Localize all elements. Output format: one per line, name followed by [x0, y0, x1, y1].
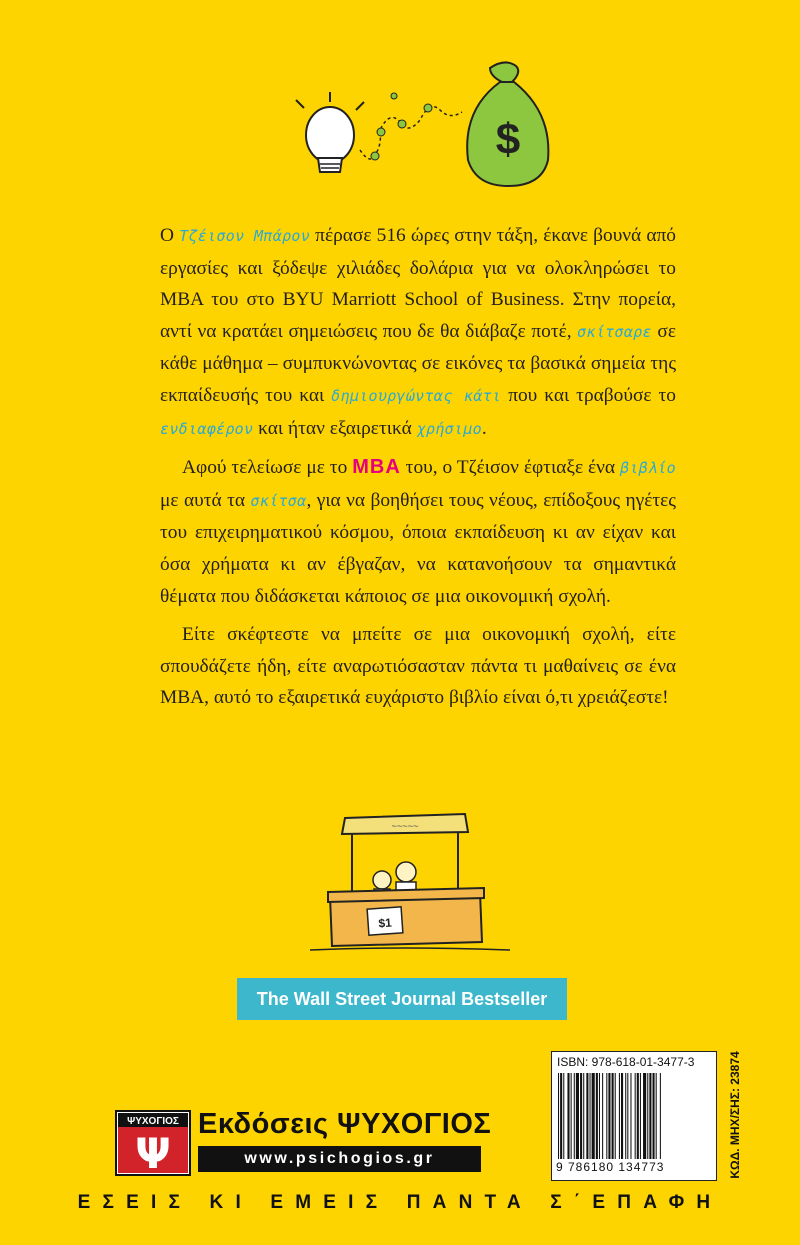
text-run: Αφού τελείωσε με το — [182, 457, 353, 479]
handwritten-author-name: Τζέισον Μπάρον — [179, 227, 311, 245]
barcode-bar — [596, 1073, 598, 1159]
barcode-bar — [643, 1073, 646, 1159]
barcode-bar — [580, 1073, 582, 1159]
barcode-bar — [583, 1073, 584, 1159]
barcode-bar — [640, 1073, 641, 1159]
lightbulb-icon — [296, 92, 364, 172]
barcode-bar — [576, 1073, 579, 1159]
psi-symbol-icon: Ψ — [135, 1129, 171, 1176]
money-bag-icon — [467, 62, 548, 186]
barcode-bar — [630, 1073, 631, 1159]
barcode-bar — [606, 1073, 607, 1159]
text-run: σε κάθε μάθημα – συμπυκνώνοντας σε εικόνες τα βασικά σημεία της εκπαίδευσής του και — [160, 320, 676, 406]
price-label: $1 — [377, 915, 393, 931]
logo-text: ΨΥΧΟΓΙΟΣ — [127, 1116, 179, 1127]
blurb-paragraph-2 — [160, 452, 676, 612]
text-run: με αυτά τα — [160, 489, 251, 511]
product-code-vertical — [720, 1050, 750, 1180]
barcode-bar — [599, 1073, 600, 1159]
barcode-bar — [625, 1073, 626, 1159]
text-run: και ήταν εξαιρετικά — [253, 417, 417, 439]
svg-text:~~~~~: ~~~~~ — [391, 822, 419, 832]
text-run: Ο — [160, 225, 180, 246]
barcode-bar — [602, 1073, 603, 1159]
text-run: . — [481, 417, 487, 439]
product-code: ΚΩΔ. ΜΗΧ/ΣΗΣ: 23874 — [728, 1051, 742, 1179]
mba-highlight: MBA — [352, 456, 401, 479]
barcode-bar — [619, 1073, 620, 1159]
stand-illustration — [290, 800, 520, 960]
barcode-icon — [556, 1073, 712, 1159]
barcode-bar — [608, 1073, 610, 1159]
barcode-bar — [627, 1073, 628, 1159]
barcode-bar — [635, 1073, 636, 1159]
text-run: που και τραβούσε το — [501, 384, 676, 406]
top-illustration — [290, 50, 560, 200]
barcode-bar — [621, 1073, 623, 1159]
barcode-bar — [637, 1073, 639, 1159]
handwritten-word: χρήσιμο — [416, 419, 482, 438]
money-bag-symbol: $ — [495, 115, 521, 164]
barcode-bar — [574, 1073, 575, 1159]
barcode-bar — [656, 1073, 657, 1159]
blurb-paragraph-3: Είτε σκέφτεστε να μπείτε σε μια οικονομική σχολή, είτε σπουδάζετε ήδη, είτε αναρωτιόσασταν πάντα τι μαθαίνεις σε ένα MBA, αυτό το εξαιρετικά ευχάριστο βιβλίο είναι ό,τι χρειάζεστε! — [160, 624, 676, 709]
barcode-bar — [560, 1073, 562, 1159]
barcode-bar — [563, 1073, 564, 1159]
barcode-bar — [647, 1073, 648, 1159]
handwritten-word: σκίτσαρε — [577, 322, 652, 341]
publisher-logo — [115, 1110, 191, 1176]
blurb-paragraph-1 — [160, 220, 676, 445]
back-cover-blurb — [160, 220, 676, 714]
barcode-bar — [592, 1073, 595, 1159]
isbn-label: ISBN: 978-618-01-3477-3 — [557, 1055, 695, 1069]
handwritten-word: ενδιαφέρον — [160, 419, 254, 438]
barcode-bar — [558, 1073, 559, 1159]
publisher-url[interactable]: www.psichogios.gr — [198, 1146, 481, 1172]
barcode-bar — [653, 1073, 655, 1159]
dotted-path — [360, 107, 462, 159]
text-run: πέρασε 516 ώρες στην τάξη, έκανε βουνά από εργασίες και ξόδεψε χιλιάδες δολάρια για να ολοκληρώσει το MBA του στο BYU Marriott School of Business. Στην πορεία, αντί να κρατάει σημειώσεις που δε θα διάβαζε ποτέ, — [160, 225, 676, 342]
publisher-name: Εκδόσεις ΨΥΧΟΓΙΟΣ — [198, 1108, 492, 1140]
text-run: του, ο Τζέισον έφτιαξε ένα — [400, 457, 621, 479]
bestseller-banner: The Wall Street Journal Bestseller — [237, 978, 567, 1020]
handwritten-phrase: δημιουργώντας κάτι — [331, 386, 502, 405]
text-run: , για να βοηθήσει τους νέους, επίδοξους ηγέτες του επιχειρηματικού κόσμου, όποια εκπαίδευση κι αν είχαν και όσα χρήματα κι αν έβγαζαν, να κατανοήσουν τα σημαντικά θέματα που διδάσκεται κάποιος σε μια οικονομική σχολή. — [160, 489, 676, 607]
barcode-bar — [567, 1073, 569, 1159]
barcode-bar — [571, 1073, 572, 1159]
handwritten-word: σκίτσα — [250, 491, 307, 510]
handwritten-word: βιβλίο — [620, 459, 677, 478]
barcode-bar — [660, 1073, 661, 1159]
money-dots — [371, 93, 432, 160]
publisher-tagline: ΕΣΕΙΣ ΚΙ ΕΜΕΙΣ ΠΑΝΤΑ Σ΄ΕΠΑΦΗ — [77, 1192, 723, 1213]
barcode-bar — [612, 1073, 614, 1159]
barcode-bar — [649, 1073, 651, 1159]
barcode-bar — [586, 1073, 588, 1159]
barcode-bar — [590, 1073, 591, 1159]
barcode-bar — [615, 1073, 616, 1159]
barcode-digits: 9 786180 134773 — [556, 1160, 665, 1174]
